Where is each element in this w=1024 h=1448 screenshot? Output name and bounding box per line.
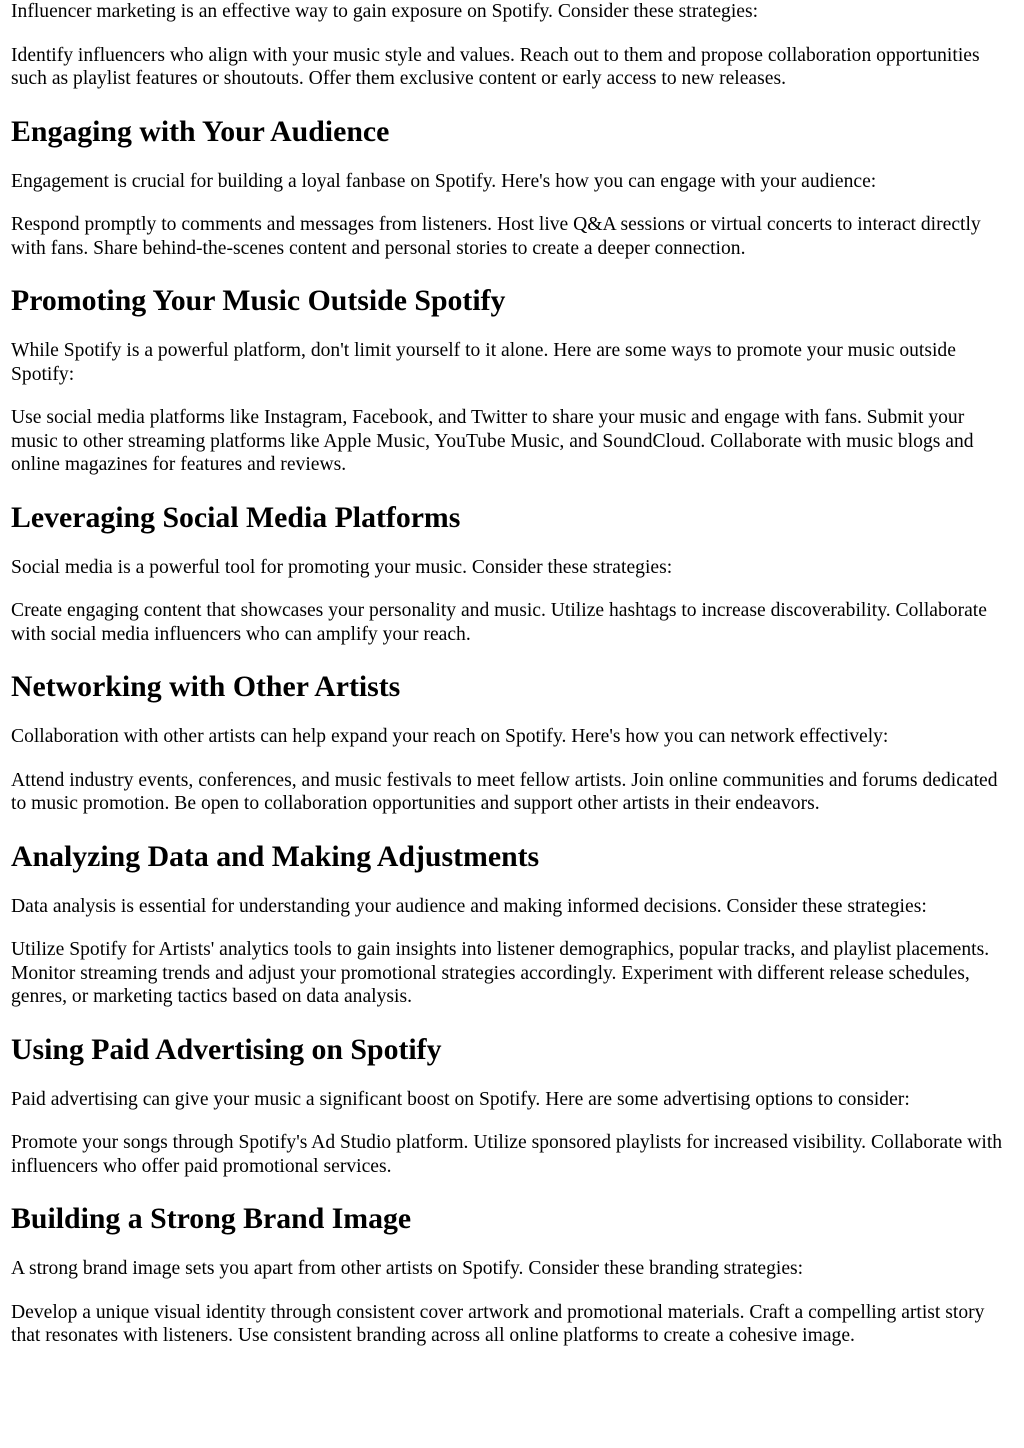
section-heading-paid-advertising: Using Paid Advertising on Spotify [11,1032,442,1066]
section-detail-paragraph: Develop a unique visual identity through consistent cover artwork and promotional materials. Craft a compelling artist story that resonates with listeners. Use consistent branding across all online platforms to create a cohesive image. [11,1301,985,1346]
section-paragraph: Data analysis is essential for understanding your audience and making informed decisions. Consider these strategies: [11,895,927,917]
section-heading-engaging: Engaging with Your Audience [11,114,390,148]
section-detail-paragraph: Respond promptly to comments and messages from listeners. Host live Q&A sessions or virtual concerts to interact directly with fans. Share behind-the-scenes content and personal stories to create a deeper connection. [11,214,981,259]
section-detail-paragraph: Promote your songs through Spotify's Ad Studio platform. Utilize sponsored playlists for increased visibility. Collaborate with influencers who offer paid promotional services. [11,1132,1003,1177]
section-paragraph: While Spotify is a powerful platform, don't limit yourself to it alone. Here are some ways to promote your music outside Spotify: [11,340,956,385]
section-paragraph: Social media is a powerful tool for promoting your music. Consider these strategies: [11,556,673,578]
section-detail-paragraph: Use social media platforms like Instagram, Facebook, and Twitter to share your music and engage with fans. Submit your music to other streaming platforms like Apple Music, YouTube Music, and SoundCloud. Collaborate with music blogs and online magazines for features and reviews. [11,407,974,475]
section-heading-analyzing: Analyzing Data and Making Adjustments [11,839,540,873]
section-detail-paragraph: Attend industry events, conferences, and music festivals to meet fellow artists. Join online communities and forums dedicated to music promotion. Be open to collaboration opportunities and support other artists in their endeavors. [11,769,998,814]
section-heading-promoting: Promoting Your Music Outside Spotify [11,284,506,317]
section-heading-networking: Networking with Other Artists [11,670,401,703]
intro-detail-paragraph: Identify influencers who align with your music style and values. Reach out to them and propose collaboration opportunities such as playlist features or shoutouts. Offer them exclusive content or early access to new releases. [11,44,980,89]
intro-paragraph: Influencer marketing is an effective way to gain exposure on Spotify. Consider these strategies: [11,1,759,22]
section-paragraph: Collaboration with other artists can help expand your reach on Spotify. Here's how you can network effectively: [11,726,889,747]
section-heading-brand-image: Building a Strong Brand Image [11,1202,412,1235]
section-heading-social-media: Leveraging Social Media Platforms [11,500,461,534]
section-paragraph: A strong brand image sets you apart from other artists on Spotify. Consider these branding strategies: [11,1258,804,1279]
section-paragraph: Paid advertising can give your music a significant boost on Spotify. Here are some advertising options to consider: [11,1088,910,1110]
section-paragraph: Engagement is crucial for building a loyal fanbase on Spotify. Here's how you can engage with your audience: [11,170,877,192]
section-detail-paragraph: Utilize Spotify for Artists' analytics tools to gain insights into listener demographics, popular tracks, and playlist placements. Monitor streaming trends and adjust your promotional strategies accordingly. Experiment with different release schedules, genres, or marketing tactics based on data analysis. [11,939,990,1007]
section-detail-paragraph: Create engaging content that showcases your personality and music. Utilize hashtags to increase discoverability. Collaborate with social media influencers who can amplify your reach. [11,600,987,645]
